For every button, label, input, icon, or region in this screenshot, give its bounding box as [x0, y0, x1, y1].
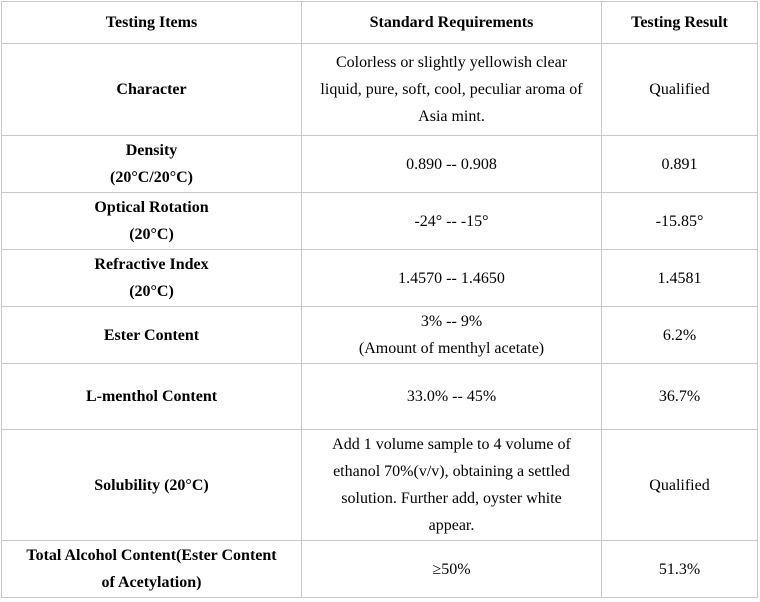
testing-item-line: (20°C)	[129, 283, 174, 300]
testing-item-cell	[2, 541, 302, 598]
header-row	[2, 2, 758, 44]
result-cell: 51.3%	[602, 541, 758, 598]
testing-item-cell	[2, 193, 302, 250]
table-row	[2, 430, 758, 541]
requirement-line: 0.890 -- 0.908	[406, 155, 497, 173]
requirement-line: (Amount of menthyl acetate)	[358, 340, 545, 357]
testing-item-cell	[2, 364, 302, 430]
table-row	[2, 364, 758, 430]
header-testing-result: Testing Result	[602, 2, 758, 44]
spec-table	[1, 1, 758, 598]
requirement-line: 33.0% -- 45%	[406, 388, 497, 405]
testing-item-cell	[2, 307, 302, 364]
requirement-cell	[302, 364, 602, 430]
testing-item-line: Total Alcohol Content(Ester Content	[26, 547, 277, 564]
testing-item-line: Character	[116, 81, 187, 98]
header-standard-requirements: Standard Requirements	[302, 2, 602, 44]
result-cell: Qualified	[602, 44, 758, 136]
testing-item-cell	[2, 430, 302, 541]
result-cell: 1.4581	[602, 250, 758, 307]
requirement-cell	[302, 307, 602, 364]
table-row	[2, 193, 758, 250]
requirement-line: Asia mint.	[418, 108, 485, 125]
requirement-line: 3% -- 9%	[420, 313, 483, 330]
testing-item-line: of Acetylation)	[101, 574, 202, 591]
requirement-line: liquid, pure, soft, cool, peculiar aroma of	[320, 81, 583, 98]
requirement-cell	[302, 430, 602, 541]
requirement-line: -24° -- -15°	[414, 212, 489, 230]
table-row	[2, 250, 758, 307]
requirement-cell	[302, 250, 602, 307]
table-row	[2, 541, 758, 598]
testing-item-cell	[2, 250, 302, 307]
requirement-line: 1.4570 -- 1.4650	[398, 269, 505, 287]
testing-item-line: Solubility (20°C)	[94, 476, 209, 494]
testing-item-line: Refractive Index	[94, 256, 209, 273]
testing-item-line: (20°C)	[129, 226, 174, 243]
header-testing-items: Testing Items	[2, 2, 302, 44]
result-cell: -15.85°	[602, 193, 758, 250]
result-cell: 36.7%	[602, 364, 758, 430]
testing-item-cell	[2, 136, 302, 193]
requirement-line: Colorless or slightly yellowish clear	[335, 54, 568, 71]
testing-item-line: (20°C/20°C)	[109, 169, 193, 186]
testing-item-line: Density	[125, 142, 178, 159]
table-row	[2, 307, 758, 364]
testing-item-line: Ester Content	[103, 326, 200, 344]
result-cell: 6.2%	[602, 307, 758, 364]
requirement-line: ethanol 70%(v/v), obtaining a settled	[333, 463, 570, 480]
requirement-cell	[302, 136, 602, 193]
result-cell: Qualified	[602, 430, 758, 541]
testing-item-line: L-menthol Content	[85, 388, 218, 405]
testing-item-line: Optical Rotation	[94, 199, 209, 216]
requirement-cell	[302, 541, 602, 598]
requirement-cell	[302, 44, 602, 136]
table-row	[2, 44, 758, 136]
result-cell: 0.891	[602, 136, 758, 193]
requirement-line: solution. Further add, oyster white	[341, 490, 562, 507]
table-row	[2, 136, 758, 193]
requirement-line: appear.	[428, 517, 475, 534]
requirement-line: Add 1 volume sample to 4 volume of	[332, 436, 571, 453]
requirement-cell	[302, 193, 602, 250]
testing-item-cell	[2, 44, 302, 136]
requirement-line: ≥50%	[432, 560, 471, 578]
